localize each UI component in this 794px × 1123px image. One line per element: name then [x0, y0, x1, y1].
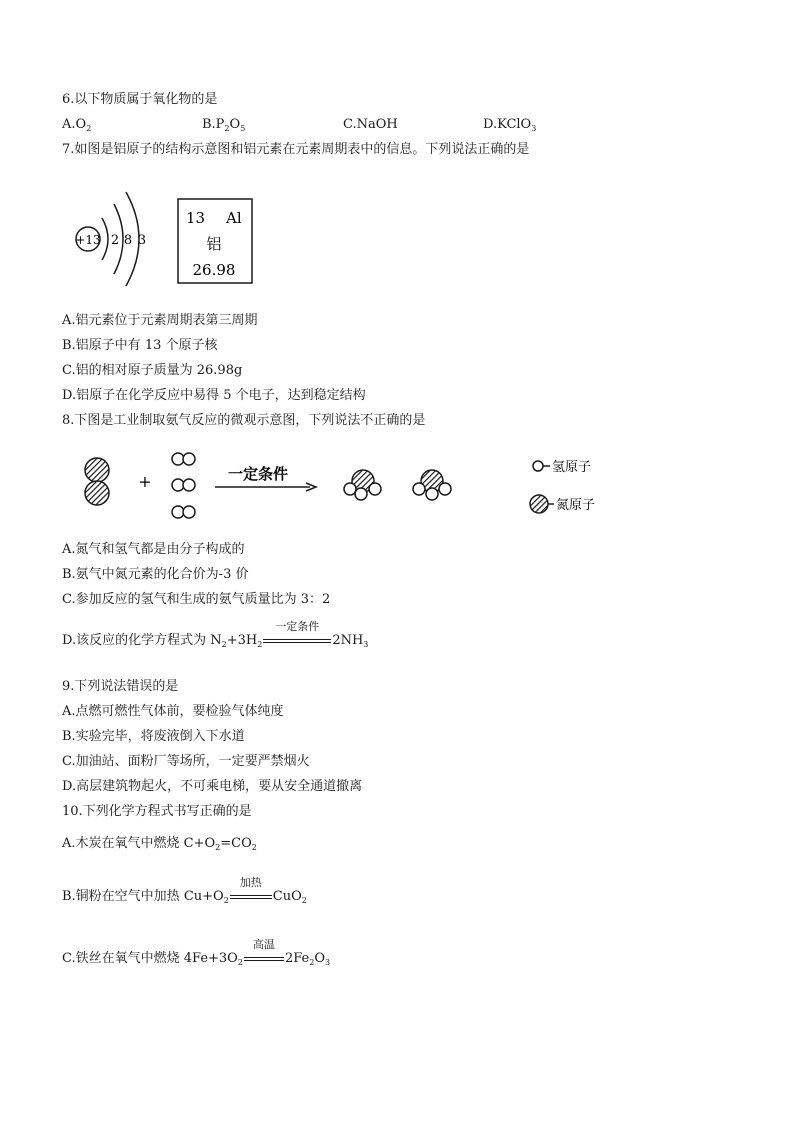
atomic-mass: 26.98	[192, 261, 236, 279]
q10-option-a: A.木炭在氧气中燃烧 $C+O_2=CO_2$	[62, 836, 257, 852]
legend-n-atom	[530, 495, 548, 513]
q7-option-c: C.铝的相对原子质量为 26.98g	[62, 363, 243, 378]
q10-option-b: B.铜粉在空气中加热 $Cu+O_2$ 加热 CuO$_2$	[62, 876, 307, 905]
ammonia-reaction-diagram	[70, 445, 630, 530]
equation-equals-sign: 一定条件	[263, 632, 331, 650]
q9-option-d: D.高层建筑物起火，不可乘电梯，要从安全通道撤离	[62, 779, 363, 794]
q7-option-b: B.铝原子中有 13 个原子核	[62, 338, 218, 353]
element-name: 铝	[206, 235, 222, 253]
q6-option-a: $A.O_2$	[62, 117, 92, 133]
q10-stem: 10.下列化学方程式书写正确的是	[62, 804, 252, 819]
h2-atom	[183, 453, 195, 465]
legend-n-label: 氮原子	[556, 498, 596, 513]
reaction-condition: 一定条件	[227, 465, 289, 483]
legend-h-atom	[533, 461, 543, 471]
legend-h-label: 氢原子	[552, 460, 592, 475]
shell-electrons-2: 8	[123, 233, 133, 248]
q6-option-b: $B.P_2O_5$	[202, 117, 246, 133]
n2-atom-bottom	[85, 481, 109, 505]
nh3-h-atom	[439, 483, 451, 495]
q6-option-c: C.NaOH	[343, 117, 398, 132]
equation-equals-sign: 加热	[230, 888, 272, 906]
q8-option-b: B.氨气中氮元素的化合价为-3 价	[62, 567, 249, 582]
q8-option-c: C.参加反应的氢气和生成的氨气质量比为 3：2	[62, 592, 331, 607]
h2-atom	[172, 506, 184, 518]
shell-electrons-3: 3	[137, 233, 147, 248]
periodic-table-cell	[176, 197, 256, 287]
element-symbol: Al	[226, 209, 242, 227]
n2-atom-top	[85, 458, 109, 482]
nh3-h-atom	[413, 483, 425, 495]
q8-stem: 8.下图是工业制取氨气反应的微观示意图，下列说法不正确的是	[62, 413, 426, 428]
h2-atom	[183, 506, 195, 518]
q7-option-a: A.铝元素位于元素周期表第三周期	[62, 313, 258, 328]
q9-option-a: A.点燃可燃性气体前，要检验气体纯度	[62, 704, 284, 719]
h2-atom	[183, 479, 195, 491]
q9-option-c: C.加油站、面粉厂等场所，一定要严禁烟火	[62, 754, 310, 769]
q8-option-a: A.氮气和氢气都是由分子构成的	[62, 542, 245, 557]
aluminum-atom-diagram	[70, 180, 160, 290]
q8-option-d: D.该反应的化学方程式为 $N_2+3H_2$ 一定条件 $2NH_3$	[62, 620, 369, 649]
shell-arc-1	[102, 218, 108, 260]
q6-option-d: D.KClO$_3$	[483, 117, 537, 133]
equation-equals-sign: 高温	[244, 950, 284, 968]
nh3-h-atom	[369, 483, 381, 495]
h2-atom	[172, 453, 184, 465]
nucleus-charge: +13	[75, 233, 101, 247]
q10-option-c: C.铁丝在氧气中燃烧 $4Fe+3O_2$ 高温 $2Fe_2O_3$	[62, 938, 331, 967]
q9-stem: 9.下列说法错误的是	[62, 679, 179, 694]
q7-stem: 7.如图是铝原子的结构示意图和铝元素在元素周期表中的信息。下列说法正确的是	[62, 142, 530, 157]
nh3-h-atom	[426, 488, 438, 500]
q7-option-d: D.铝原子在化学反应中易得 5 个电子，达到稳定结构	[62, 388, 366, 403]
h2-atom	[172, 479, 184, 491]
atomic-number: 13	[186, 209, 206, 227]
plus-sign: +	[138, 472, 152, 491]
q6-stem: 6.以下物质属于氧化物的是	[62, 92, 218, 107]
q9-option-b: B.实验完毕，将废液倒入下水道	[62, 729, 245, 744]
nh3-h-atom	[344, 483, 356, 495]
shell-electrons-1: 2	[110, 233, 120, 248]
nh3-h-atom	[355, 488, 367, 500]
